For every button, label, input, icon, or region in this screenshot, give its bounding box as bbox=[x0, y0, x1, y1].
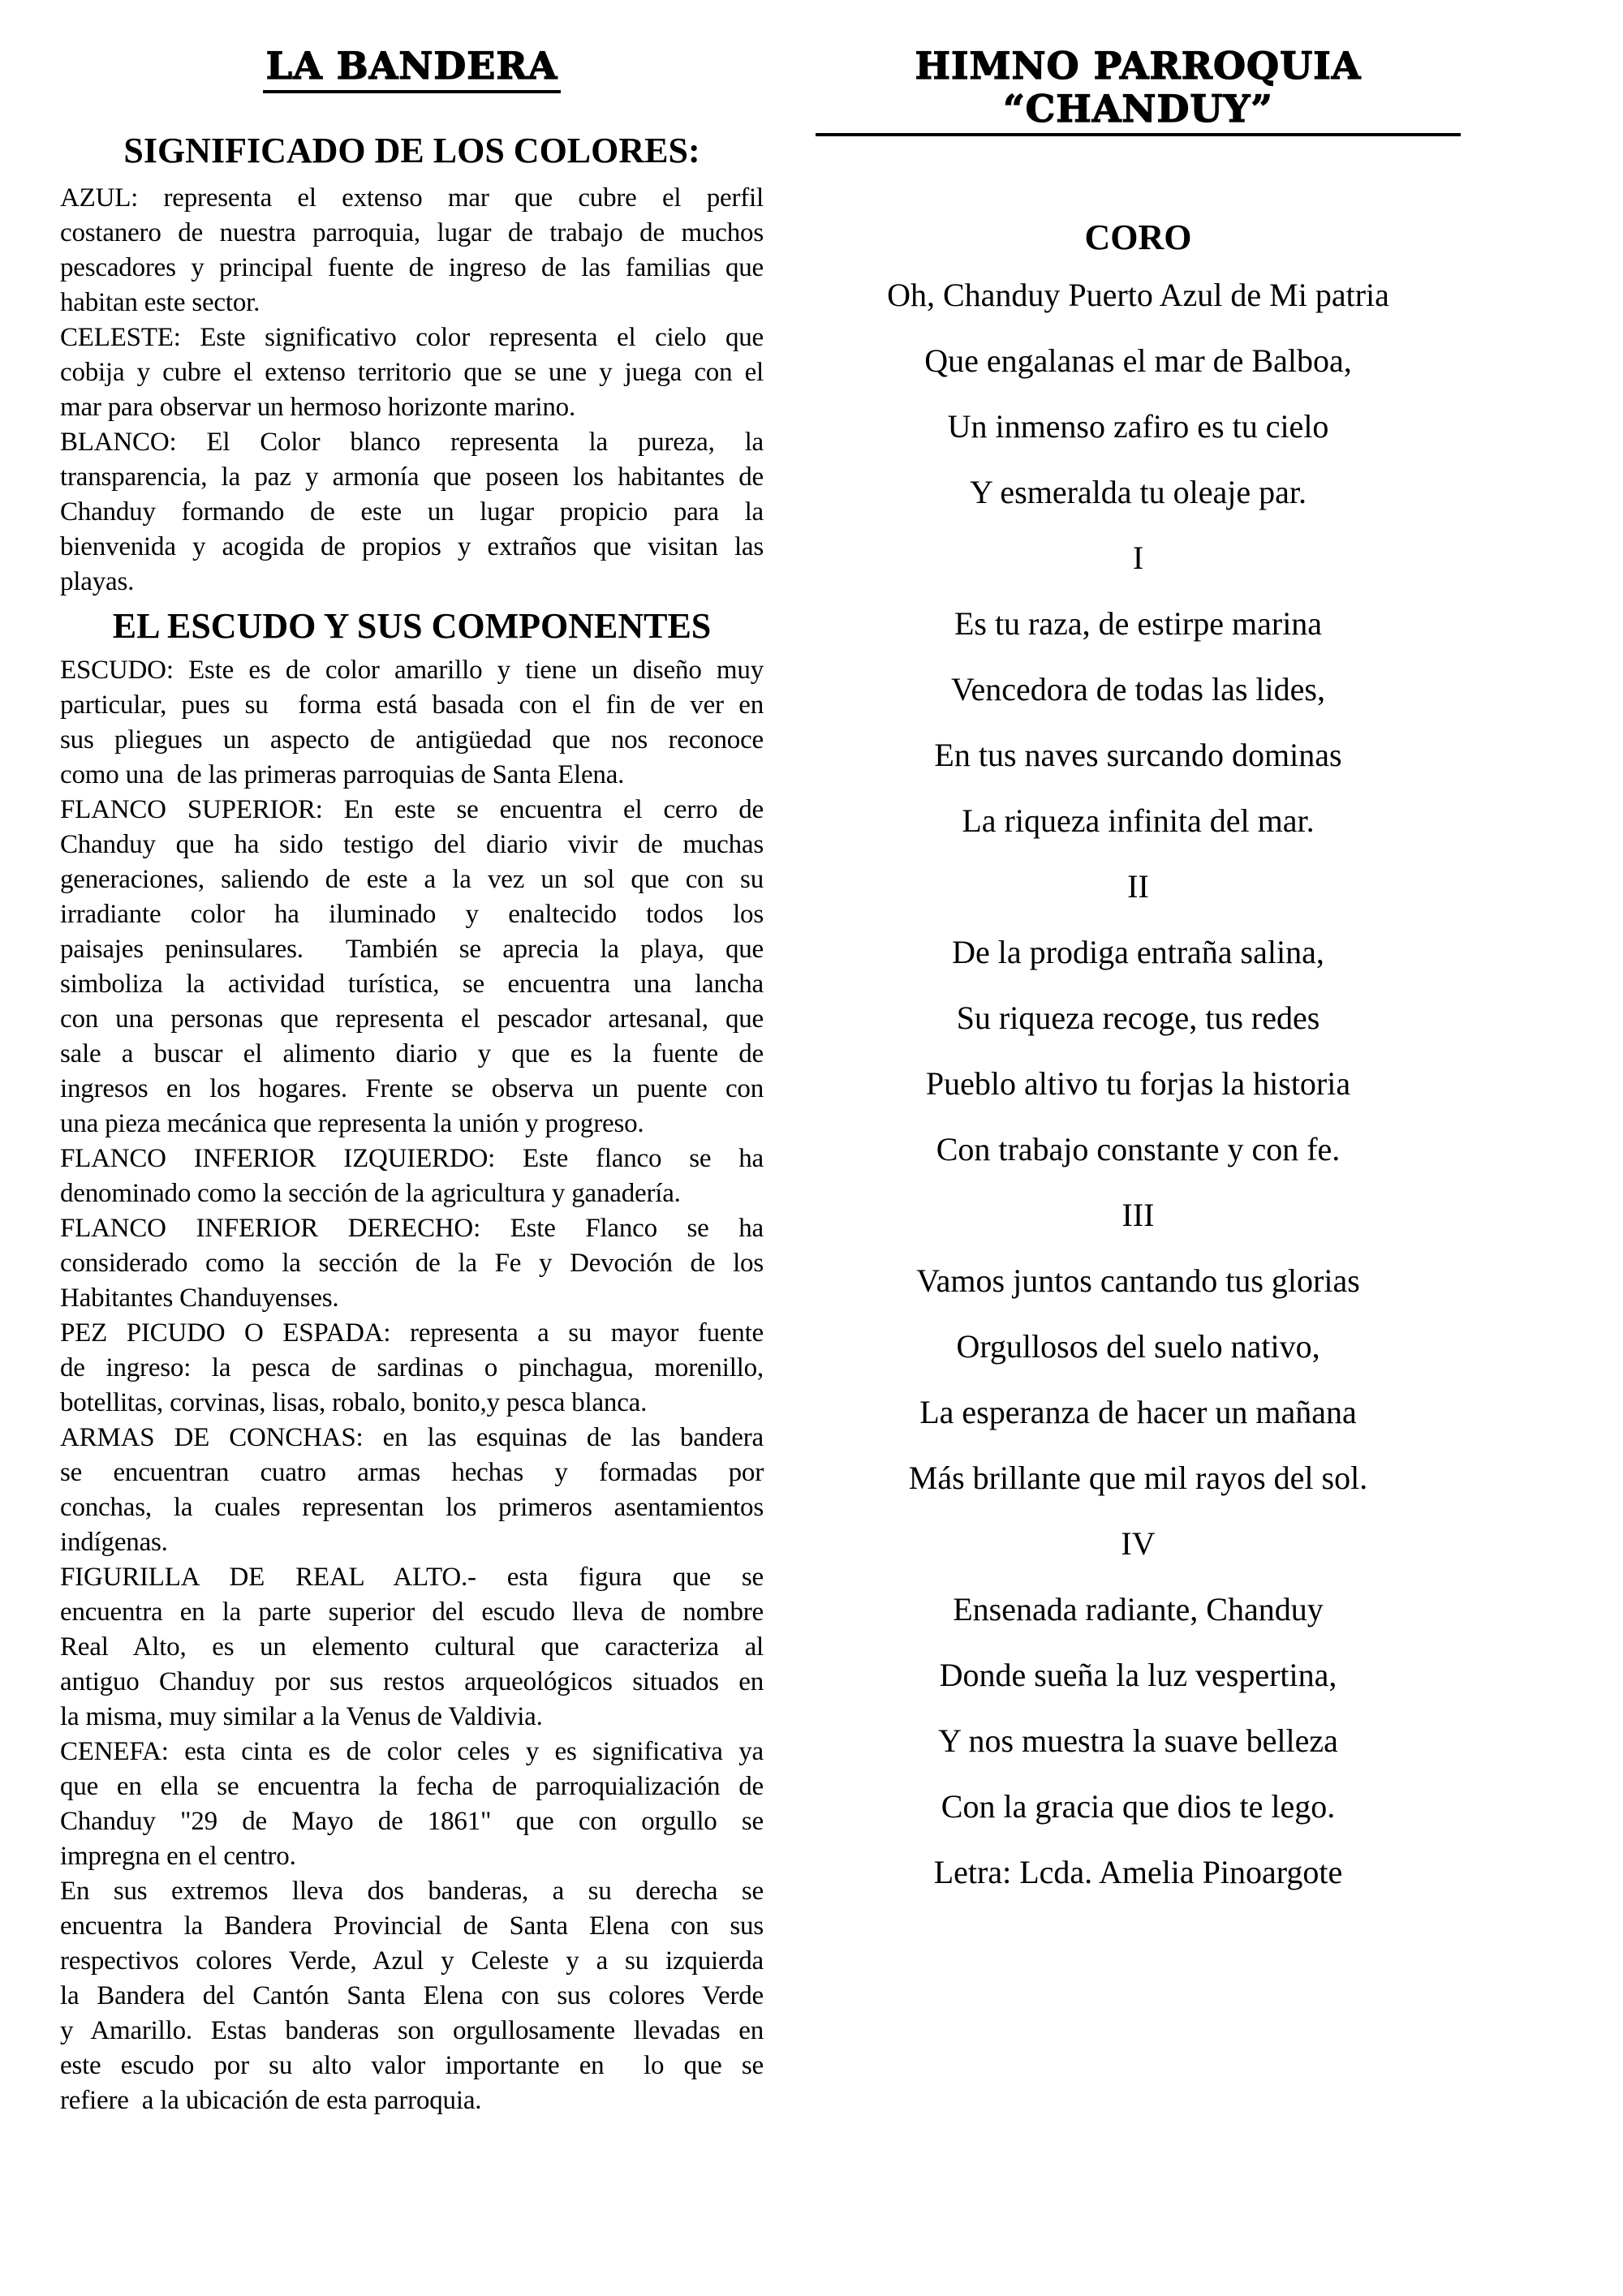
body-line: FLANCO INFERIOR IZQUIERDO: Este flanco se ha bbox=[60, 1143, 764, 1173]
lyric-line: Pueblo altivo tu forjas la historia bbox=[925, 1064, 1351, 1102]
lyric-line: Vencedora de todas las lides, bbox=[951, 670, 1325, 707]
lyric-line: De la prodiga entraña salina, bbox=[952, 933, 1324, 970]
body-line: pescadores y principal fuente de ingreso de las familias que bbox=[60, 252, 764, 282]
body-line: ESCUDO: Este es de color amarillo y tiene un diseño muy bbox=[60, 655, 764, 685]
lyric-line: Letra: Lcda. Amelia Pinoargote bbox=[933, 1853, 1343, 1890]
body-line: cobija y cubre el extenso territorio que se une y juega con el bbox=[60, 357, 764, 387]
stanza-numeral: III bbox=[1121, 1196, 1155, 1233]
body-line: y Amarillo. Estas banderas son orgullosamente llevadas en bbox=[60, 2015, 764, 2045]
lyric-line: En tus naves surcando dominas bbox=[934, 736, 1342, 773]
left-column bbox=[60, 0, 764, 2118]
lyric-line: Oh, Chanduy Puerto Azul de Mi patria bbox=[887, 276, 1389, 313]
left-title-wrap bbox=[60, 0, 764, 93]
right-title-wrap bbox=[816, 0, 1461, 136]
body-line: Habitantes Chanduyenses. bbox=[60, 1283, 339, 1313]
body-line: playas. bbox=[60, 566, 135, 596]
body-line: sus pliegues un aspecto de antigüedad que nos reconoce bbox=[60, 724, 764, 755]
body-line: En sus extremos lleva dos banderas, a su derecha se bbox=[60, 1876, 764, 1906]
body-line: conchas, la cuales representan los primeros asentamientos bbox=[60, 1492, 764, 1522]
body-line: CELESTE: Este significativo color representa el cielo que bbox=[60, 322, 764, 352]
right-column bbox=[816, 0, 1461, 1905]
body-line: indígenas. bbox=[60, 1527, 168, 1557]
lyric-line: Más brillante que mil rayos del sol. bbox=[908, 1459, 1368, 1496]
body-line: FLANCO SUPERIOR: En este se encuentra el cerro de bbox=[60, 794, 764, 824]
body-line: FIGURILLA DE REAL ALTO.- esta figura que se bbox=[60, 1562, 764, 1592]
body-line: CENEFA: esta cinta es de color celes y es significativa ya bbox=[60, 1736, 764, 1766]
lyric-line: Su riqueza recoge, tus redes bbox=[956, 999, 1320, 1036]
body-line: sale a buscar el alimento diario y que es la fuente de bbox=[60, 1038, 764, 1068]
body-line: de ingreso: la pesca de sardinas o pinchagua, morenillo, bbox=[60, 1352, 764, 1382]
lyric-line: Un inmenso zafiro es tu cielo bbox=[947, 407, 1329, 445]
body-line: la misma, muy similar a la Venus de Valdivia. bbox=[60, 1701, 543, 1731]
body-line: que en ella se encuentra la fecha de parroquialización de bbox=[60, 1771, 764, 1801]
body-line: paisajes peninsulares. También se aprecia la playa, que bbox=[60, 934, 764, 964]
section-significado-body bbox=[60, 181, 764, 600]
lyric-line: Es tu raza, de estirpe marina bbox=[954, 604, 1323, 642]
body-line: ARMAS DE CONCHAS: en las esquinas de las bandera bbox=[60, 1422, 764, 1452]
lyric-line: Ensenada radiante, Chanduy bbox=[953, 1590, 1324, 1627]
body-line: irradiante color ha iluminado y enaltecido todos los bbox=[60, 899, 764, 929]
body-line: particular, pues su forma está basada con el fin de ver en bbox=[60, 690, 764, 720]
body-line: FLANCO INFERIOR DERECHO: Este Flanco se ha bbox=[60, 1213, 764, 1243]
body-line: la Bandera del Cantón Santa Elena con sus colores Verde bbox=[60, 1980, 764, 2010]
stanza-numeral: IV bbox=[1121, 1524, 1156, 1562]
body-line: Real Alto, es un elemento cultural que caracteriza al bbox=[60, 1632, 764, 1662]
stanza-numeral: I bbox=[1132, 539, 1144, 576]
lyric-line: Que engalanas el mar de Balboa, bbox=[924, 342, 1352, 379]
himno-lyrics bbox=[816, 262, 1461, 1905]
lyric-line: Y esmeralda tu oleaje par. bbox=[970, 473, 1307, 510]
section-escudo-body bbox=[60, 653, 764, 2118]
lyric-line: La riqueza infinita del mar. bbox=[962, 802, 1315, 839]
lyric-line: Con la gracia que dios te lego. bbox=[941, 1787, 1336, 1825]
right-title: HIMNO PARROQUIA “CHANDUY” bbox=[816, 45, 1461, 136]
heading-escudo-componentes: EL ESCUDO Y SUS COMPONENTES bbox=[112, 605, 712, 646]
lyric-line: Orgullosos del suelo nativo, bbox=[956, 1327, 1320, 1365]
body-line: con una personas que representa el pescador artesanal, que bbox=[60, 1004, 764, 1034]
body-line: simboliza la actividad turística, se encuentra una lancha bbox=[60, 969, 764, 999]
body-line: Chanduy que ha sido testigo del diario vivir de muchas bbox=[60, 829, 764, 859]
body-line: se encuentran cuatro armas hechas y formadas por bbox=[60, 1457, 764, 1487]
body-line: Chanduy formando de este un lugar propicio para la bbox=[60, 497, 764, 527]
body-line: botellitas, corvinas, lisas, robalo, bonito,y pesca blanca. bbox=[60, 1387, 648, 1417]
body-line: denominado como la sección de la agricultura y ganadería. bbox=[60, 1178, 681, 1208]
body-line: impregna en el centro. bbox=[60, 1841, 296, 1871]
stanza-numeral: II bbox=[1127, 867, 1149, 905]
body-line: PEZ PICUDO O ESPADA: representa a su mayor fuente bbox=[60, 1318, 764, 1348]
body-line: este escudo por su alto valor importante en lo que se bbox=[60, 2050, 764, 2080]
lyric-line: La esperanza de hacer un mañana bbox=[919, 1393, 1357, 1430]
body-line: AZUL: representa el extenso mar que cubre el perfil bbox=[60, 183, 764, 213]
body-line: costanero de nuestra parroquia, lugar de trabajo de muchos bbox=[60, 217, 764, 247]
body-line: BLANCO: El Color blanco representa la pureza, la bbox=[60, 427, 764, 457]
body-line: bienvenida y acogida de propios y extraños que visitan las bbox=[60, 531, 764, 561]
body-line: mar para observar un hermoso horizonte marino. bbox=[60, 392, 575, 422]
body-line: respectivos colores Verde, Azul y Celeste y a su izquierda bbox=[60, 1946, 764, 1976]
body-line: ingresos en los hogares. Frente se observa un puente con bbox=[60, 1073, 764, 1103]
body-line: refiere a la ubicación de esta parroquia. bbox=[60, 2085, 482, 2115]
lyric-line: Con trabajo constante y con fe. bbox=[936, 1130, 1341, 1167]
heading-coro: CORO bbox=[1084, 217, 1192, 257]
body-line: Chanduy "29 de Mayo de 1861" que con orgullo se bbox=[60, 1806, 764, 1836]
lyric-line: Y nos muestra la suave belleza bbox=[938, 1722, 1338, 1759]
heading-significado-colores: SIGNIFICADO DE LOS COLORES: bbox=[123, 130, 700, 170]
body-line: generaciones, saliendo de este a la vez un sol que con su bbox=[60, 864, 764, 894]
lyric-line: Donde sueña la luz vespertina, bbox=[939, 1656, 1337, 1693]
lyric-line: Vamos juntos cantando tus glorias bbox=[916, 1262, 1360, 1299]
body-line: como una de las primeras parroquias de Santa Elena. bbox=[60, 759, 625, 789]
left-title: LA BANDERA bbox=[263, 45, 562, 93]
body-line: transparencia, la paz y armonía que poseen los habitantes de bbox=[60, 462, 764, 492]
body-line: antiguo Chanduy por sus restos arqueológicos situados en bbox=[60, 1666, 764, 1696]
body-line: habitan este sector. bbox=[60, 287, 260, 317]
body-line: una pieza mecánica que representa la unión y progreso. bbox=[60, 1108, 644, 1138]
body-line: encuentra en la parte superior del escudo lleva de nombre bbox=[60, 1597, 764, 1627]
body-line: encuentra la Bandera Provincial de Santa Elena con sus bbox=[60, 1911, 764, 1941]
body-line: considerado como la sección de la Fe y Devoción de los bbox=[60, 1248, 764, 1278]
